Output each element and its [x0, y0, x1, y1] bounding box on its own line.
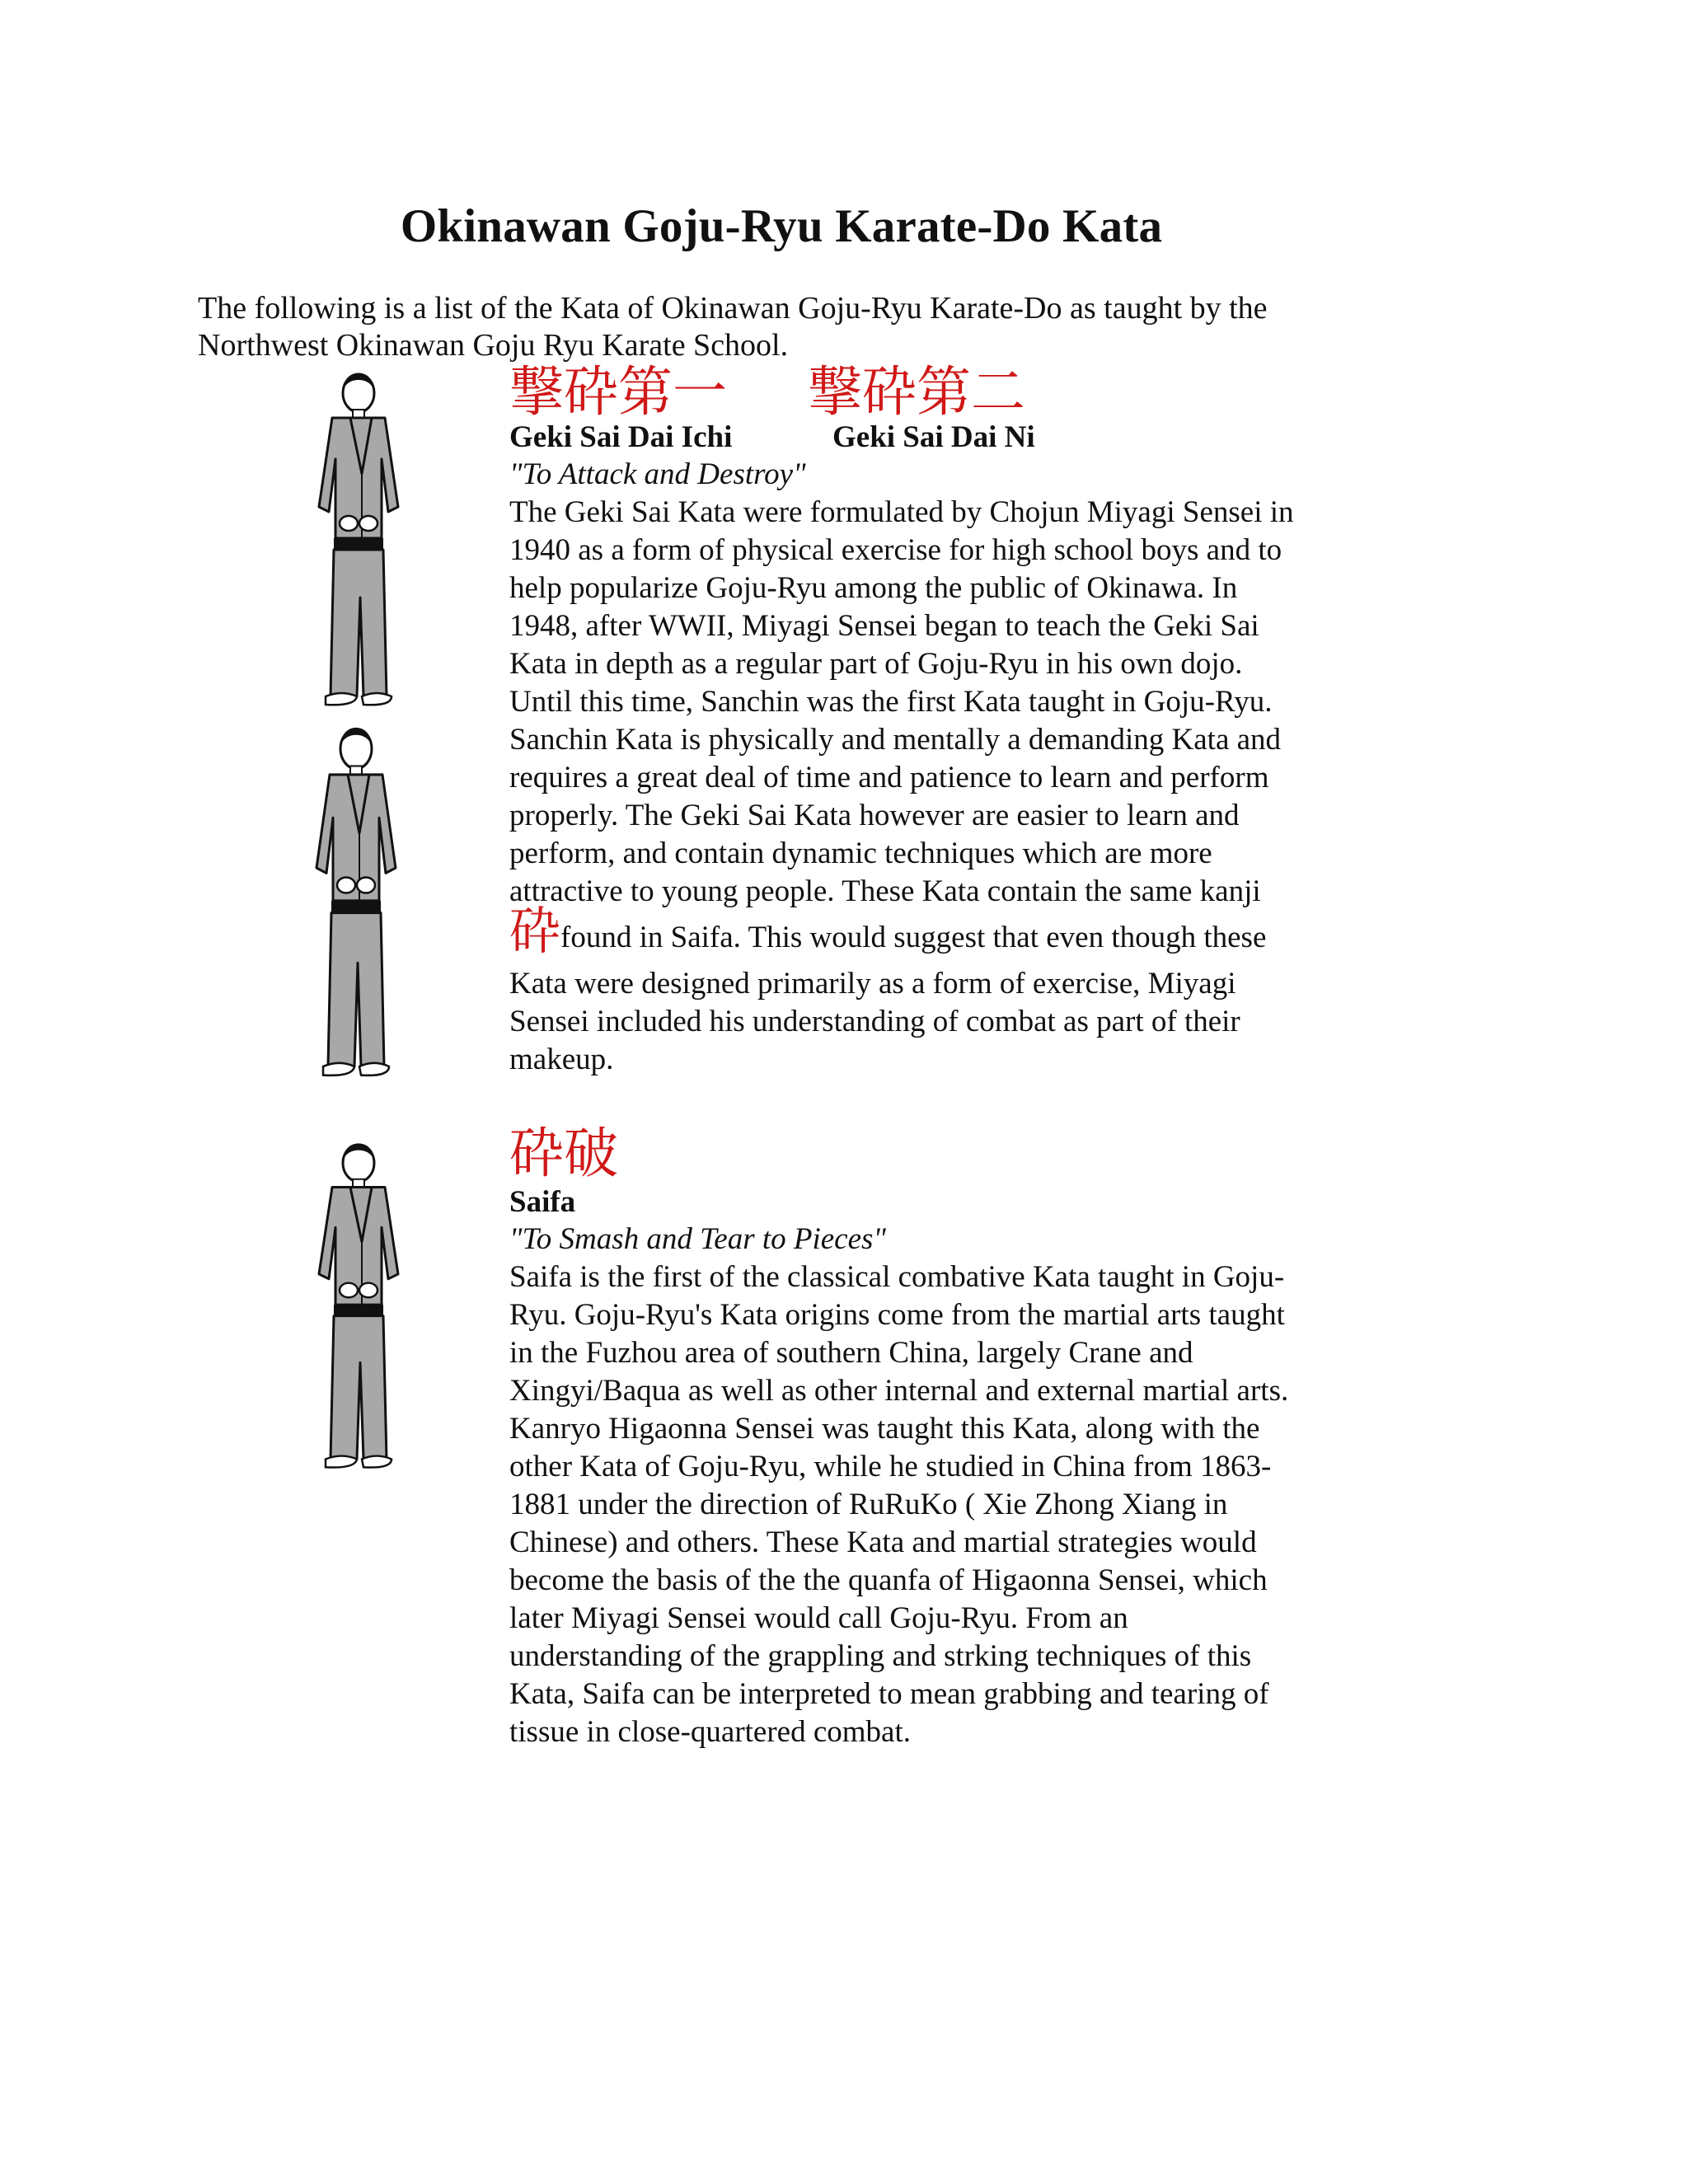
intro-line: The following is a list of the Kata of Okinawan Goju-Ryu Karate-Do as taught by the: [198, 291, 1268, 326]
kanji-geki-sai-dai-ni: 撃砕第二: [808, 360, 1025, 424]
text-fragment: found in Saifa. This would suggest that even though these: [560, 921, 1267, 954]
text-line: other Kata of Goju-Ryu, while he studied in China from 1863-: [509, 1450, 1272, 1483]
kanji-saifa: 砕破: [509, 1122, 618, 1185]
text-line: Until this time, Sanchin was the first Kata taught in Goju-Ryu.: [509, 685, 1273, 719]
text-line: tissue in close-quartered combat.: [509, 1715, 911, 1749]
page-title: Okinawan Goju-Ryu Karate-Do Kata: [400, 200, 1163, 252]
text-line: 1940 as a form of physical exercise for high school boys and to: [509, 533, 1282, 567]
text-line: properly. The Geki Sai Kata however are easier to learn and: [509, 799, 1240, 832]
kanji-geki-sai-dai-ichi: 撃砕第一: [509, 360, 727, 424]
text-line: Kata in depth as a regular part of Goju-Ryu in his own dojo.: [509, 647, 1243, 681]
text-line: later Miyagi Sensei would call Goju-Ryu. From an: [509, 1601, 1128, 1635]
text-line: in the Fuzhou area of southern China, largely Crane and: [509, 1336, 1193, 1370]
text-line: [509, 901, 1294, 965]
text-line: attractive to young people. These Kata contain the same kanji: [509, 874, 1261, 908]
text-line: Kanryo Higaonna Sensei was taught this Kata, along with the: [509, 1412, 1260, 1446]
text-line: Kata were designed primarily as a form of exercise, Miyagi: [509, 967, 1236, 1001]
karateka-figure: [298, 721, 414, 1084]
karateka-figure: [301, 367, 416, 713]
kata-name-geki-sai-dai-ichi: Geki Sai Dai Ichi: [509, 420, 733, 454]
karateka-figure: [301, 1137, 416, 1475]
intro-paragraph: [198, 290, 1385, 364]
text-line: Sanchin Kata is physically and mentally a demanding Kata and: [509, 723, 1282, 757]
text-line: 1948, after WWII, Miyagi Sensei began to teach the Geki Sai: [509, 609, 1259, 643]
text-line: help popularize Goju-Ryu among the public of Okinawa. In: [509, 571, 1238, 605]
text-line: Xingyi/Baqua as well as other internal and external martial arts.: [509, 1374, 1289, 1408]
text-line: Ryu. Goju-Ryu's Kata origins come from the martial arts taught: [509, 1298, 1285, 1332]
kata-description-geki-sai: [509, 494, 1294, 1079]
kata-name-geki-sai-dai-ni: Geki Sai Dai Ni: [832, 420, 1035, 454]
text-line: The Geki Sai Kata were formulated by Chojun Miyagi Sensei in: [509, 495, 1294, 529]
kata-meaning-geki-sai: "To Attack and Destroy": [509, 457, 806, 491]
text-line: Sensei included his understanding of combat as part of their: [509, 1005, 1240, 1038]
inline-kanji-sai: 砕: [509, 901, 561, 961]
text-line: Saifa is the first of the classical combative Kata taught in Goju-: [509, 1260, 1285, 1294]
text-line: Kata, Saifa can be interpreted to mean grabbing and tearing of: [509, 1677, 1269, 1711]
text-line: Chinese) and others. These Kata and martial strategies would: [509, 1526, 1257, 1559]
intro-line: Northwest Okinawan Goju Ryu Karate School.: [198, 328, 789, 363]
text-line: perform, and contain dynamic techniques which are more: [509, 837, 1212, 870]
kata-name-saifa: Saifa: [509, 1185, 576, 1219]
text-line: become the basis of the the quanfa of Higaonna Sensei, which: [509, 1563, 1268, 1597]
kata-meaning-saifa: "To Smash and Tear to Pieces": [509, 1222, 886, 1256]
text-line: makeup.: [509, 1043, 614, 1076]
kata-description-saifa: [509, 1258, 1288, 1751]
text-line: requires a great deal of time and patience to learn and perform: [509, 761, 1269, 794]
text-line: understanding of the grappling and strking techniques of this: [509, 1639, 1252, 1673]
text-line: 1881 under the direction of RuRuKo ( Xie Zhong Xiang in: [509, 1488, 1228, 1521]
